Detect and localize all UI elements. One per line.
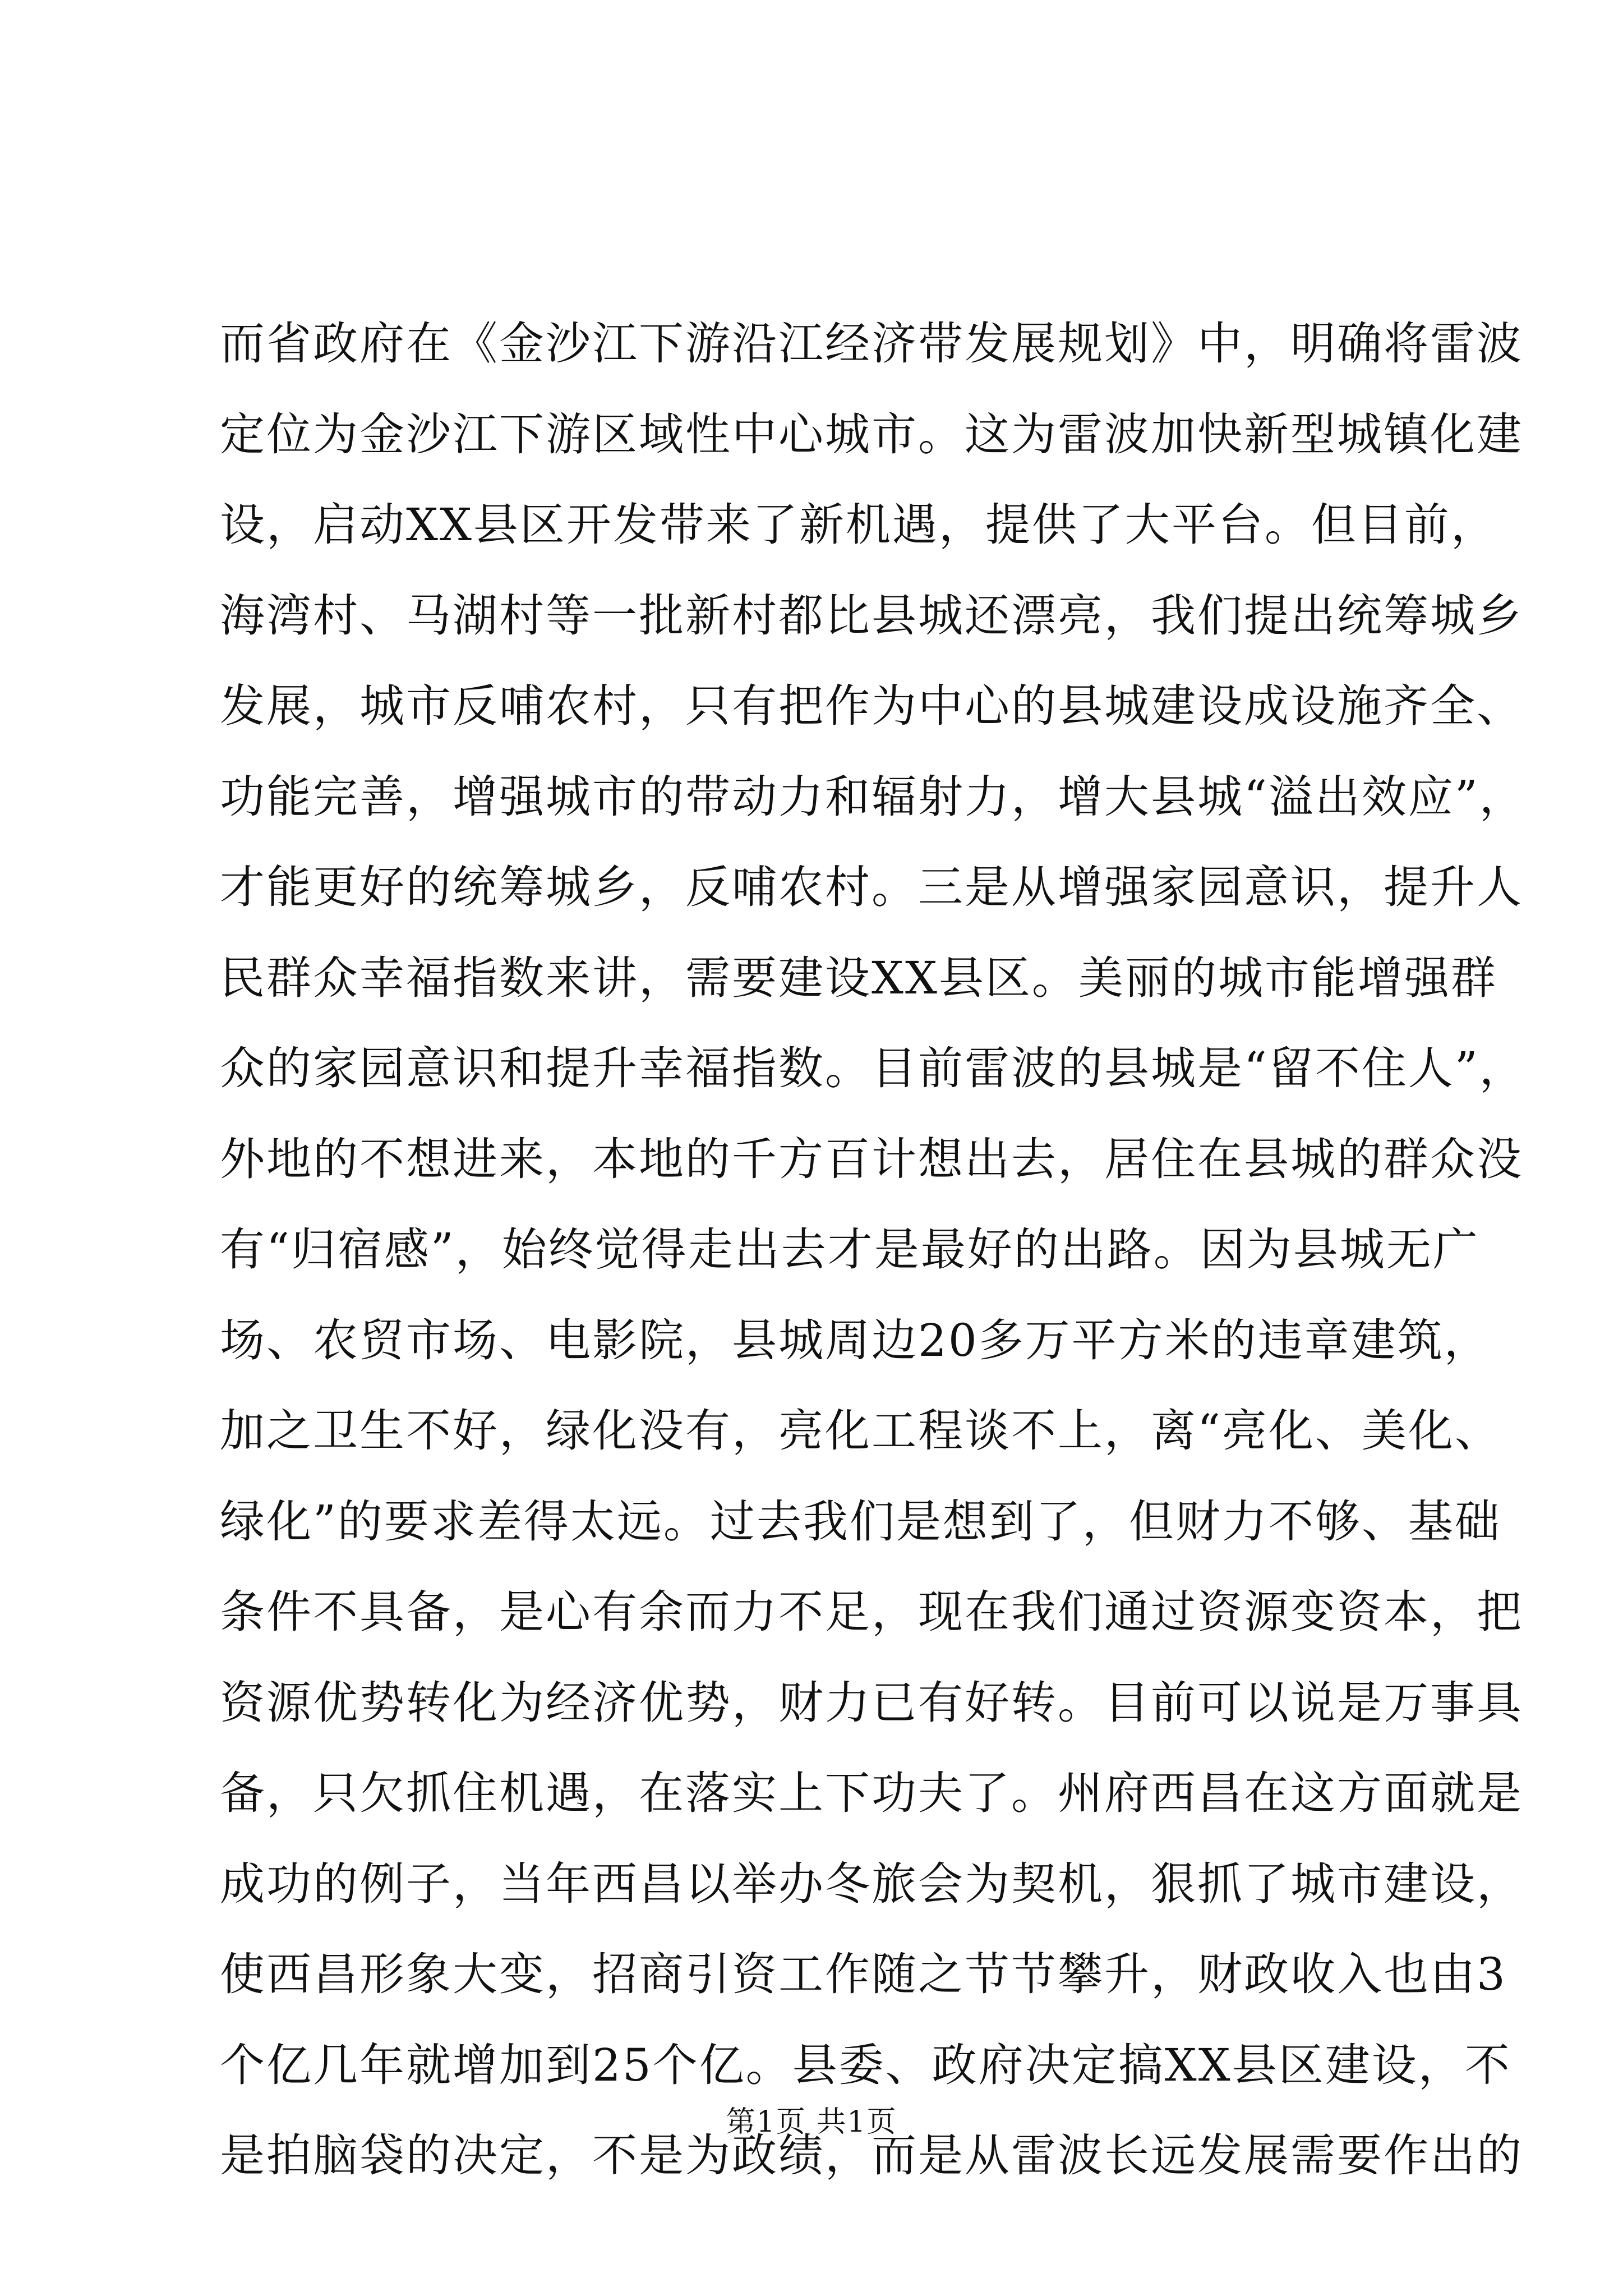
text-line: 民群众幸福指数来讲，需要建设XX县区。美丽的城市能增强群 [220, 951, 1497, 1004]
text-line: 备，只欠抓住机遇，在落实上下功夫了。州府西昌在这方面就是 [220, 1767, 1523, 1819]
text-line: 外地的不想进来，本地的千方百计想出去，居住在县城的群众没 [220, 1133, 1523, 1185]
text-line: 发展，城市反哺农村，只有把作为中心的县城建设成设施齐全、 [220, 680, 1523, 732]
text-line: 资源优势转化为经济优势，财力已有好转。目前可以说是万事具 [220, 1676, 1523, 1729]
text-line: 众的家园意识和提升幸福指数。目前雷波的县城是“留不住人”， [220, 1042, 1526, 1094]
text-line: 成功的例子，当年西昌以举办冬旅会为契机，狠抓了城市建设， [220, 1857, 1523, 1910]
text-line: 才能更好的统筹城乡，反哺农村。三是从增强家园意识，提升人 [220, 861, 1523, 913]
text-line: 海湾村、马湖村等一批新村都比县城还漂亮，我们提出统筹城乡 [220, 589, 1523, 642]
text-line: 定位为金沙江下游区域性中心城市。这为雷波加快新型城镇化建 [220, 408, 1523, 461]
text-line: 条件不具备，是心有余而力不足，现在我们通过资源变资本，把 [220, 1586, 1523, 1638]
text-line: 是拍脑袋的决定，不是为政绩，而是从雷波长远发展需要作出的 [220, 2129, 1523, 2182]
text-line: 绿化”的要求差得太远。过去我们是想到了，但财力不够、基础 [220, 1495, 1501, 1548]
text-line: 场、农贸市场、电影院，县城周边20多万平方米的违章建筑， [220, 1314, 1491, 1366]
text-line: 使西昌形象大变，招商引资工作随之节节攀升，财政收入也由3 [220, 1948, 1507, 2000]
text-line: 设，启动XX县区开发带来了新机遇，提供了大平台。但目前， [220, 499, 1497, 551]
body-text [220, 298, 1526, 2201]
page-number: 第1页 共1页 [726, 2105, 897, 2139]
text-line: 个亿几年就增加到25个亿。县委、政府决定搞XX县区建设，不 [220, 2039, 1511, 2091]
text-line: 加之卫生不好，绿化没有，亮化工程谈不上，离“亮化、美化、 [220, 1405, 1501, 1457]
text-line: 有“归宿感”，始终觉得走出去才是最好的出路。因为县城无广 [220, 1223, 1479, 1276]
text-line: 而省政府在《金沙江下游沿江经济带发展规划》中，明确将雷波 [220, 318, 1523, 370]
page-footer [0, 2098, 1623, 2140]
text-line: 功能完善，增强城市的带动力和辐射力，增大县城“溢出效应”， [220, 770, 1526, 823]
